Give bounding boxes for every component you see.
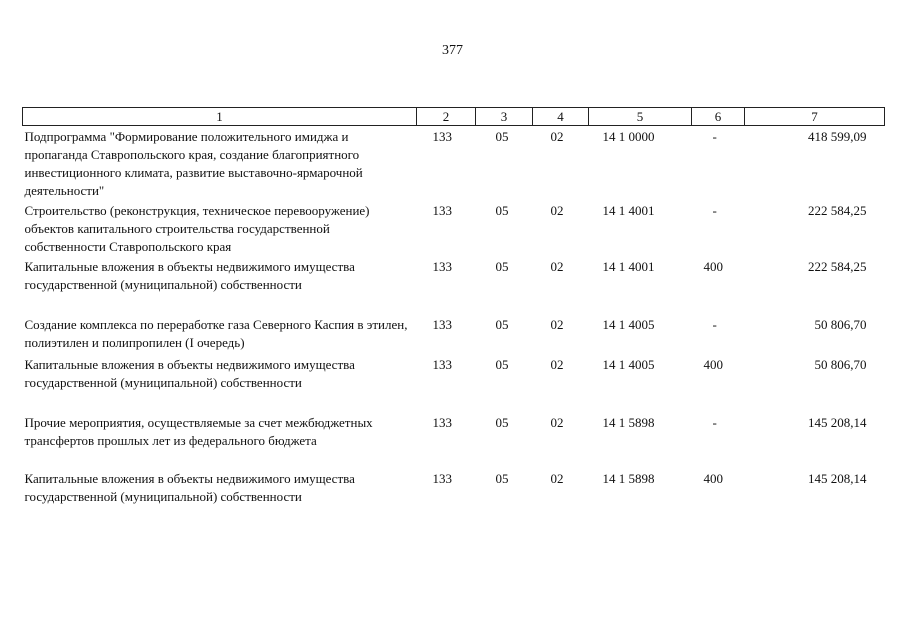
row-code-5: 14 1 5898: [602, 471, 655, 486]
row-code-2: 133: [432, 129, 452, 144]
row-code-2: 133: [432, 471, 452, 486]
row-code-6: -: [712, 415, 717, 430]
row-code-2: 133: [432, 203, 452, 218]
row-name: Строительство (реконструкция, техническое перевооружение) объектов капитального строительства государственной собственности Ставропольского края: [24, 203, 370, 254]
row-code-2: 133: [432, 357, 452, 372]
row-code-3: 05: [495, 317, 509, 332]
row-code-4: 02: [550, 357, 564, 372]
row-code-3: 05: [495, 203, 509, 218]
row-code-5: 14 1 0000: [602, 129, 655, 144]
row-code-4: 02: [550, 415, 564, 430]
row-code-4: 02: [550, 203, 564, 218]
column-header-6: 6: [692, 108, 745, 126]
row-code-3: 05: [495, 357, 509, 372]
column-header-1: 1: [23, 108, 417, 126]
row-code-4: 02: [550, 259, 564, 274]
row-amount: 145 208,14: [808, 471, 867, 486]
column-header-2: 2: [417, 108, 476, 126]
column-header-4: 4: [533, 108, 589, 126]
table-row: [23, 356, 885, 414]
row-code-6: -: [712, 317, 717, 332]
column-header-3: 3: [476, 108, 533, 126]
row-amount: 145 208,14: [808, 415, 867, 430]
row-name: Капитальные вложения в объекты недвижимого имущества государственной (муниципальной) собственности: [24, 259, 355, 292]
row-amount: 418 599,09: [808, 129, 867, 144]
row-code-6: -: [712, 129, 717, 144]
row-code-3: 05: [495, 129, 509, 144]
row-code-3: 05: [495, 471, 509, 486]
table-row: [23, 470, 885, 506]
row-code-2: 133: [432, 317, 452, 332]
table-row: [23, 202, 885, 258]
row-code-4: 02: [550, 471, 564, 486]
column-header-7: 7: [745, 108, 885, 126]
row-code-6: 400: [703, 357, 723, 372]
row-code-5: 14 1 4001: [602, 259, 655, 274]
row-amount: 222 584,25: [808, 259, 867, 274]
budget-table: [22, 107, 885, 506]
row-name: Подпрограмма "Формирование положительного имиджа и пропаганда Ставропольского края, создание благоприятного инвестиционного климата, развитие выставочно-ярмарочной деятельности": [24, 129, 363, 198]
row-code-6: 400: [703, 259, 723, 274]
row-amount: 222 584,25: [808, 203, 867, 218]
table-header: [23, 108, 885, 126]
row-code-3: 05: [495, 415, 509, 430]
row-code-5: 14 1 4001: [602, 203, 655, 218]
row-code-2: 133: [432, 259, 452, 274]
row-name: Создание комплекса по переработке газа Северного Каспия в этилен, полиэтилен и полипропилен (I очередь): [24, 317, 408, 350]
row-code-6: 400: [703, 471, 723, 486]
page-number: 377: [442, 43, 463, 58]
column-header-5: 5: [589, 108, 692, 126]
row-code-5: 14 1 4005: [602, 357, 655, 372]
row-code-4: 02: [550, 129, 564, 144]
row-name: Прочие мероприятия, осуществляемые за счет межбюджетных трансфертов прошлых лет из федерального бюджета: [24, 415, 373, 448]
row-name: Капитальные вложения в объекты недвижимого имущества государственной (муниципальной) собственности: [24, 471, 355, 504]
row-code-5: 14 1 5898: [602, 415, 655, 430]
row-amount: 50 806,70: [814, 357, 867, 372]
table-row: [23, 316, 885, 356]
header-row: [23, 108, 885, 126]
table-row: [23, 414, 885, 470]
row-code-6: -: [712, 203, 717, 218]
row-code-4: 02: [550, 317, 564, 332]
row-code-3: 05: [495, 259, 509, 274]
table-row: [23, 258, 885, 316]
row-amount: 50 806,70: [814, 317, 867, 332]
row-name: Капитальные вложения в объекты недвижимого имущества государственной (муниципальной) собственности: [24, 357, 355, 390]
row-code-5: 14 1 4005: [602, 317, 655, 332]
row-code-2: 133: [432, 415, 452, 430]
table-row: [23, 128, 885, 202]
